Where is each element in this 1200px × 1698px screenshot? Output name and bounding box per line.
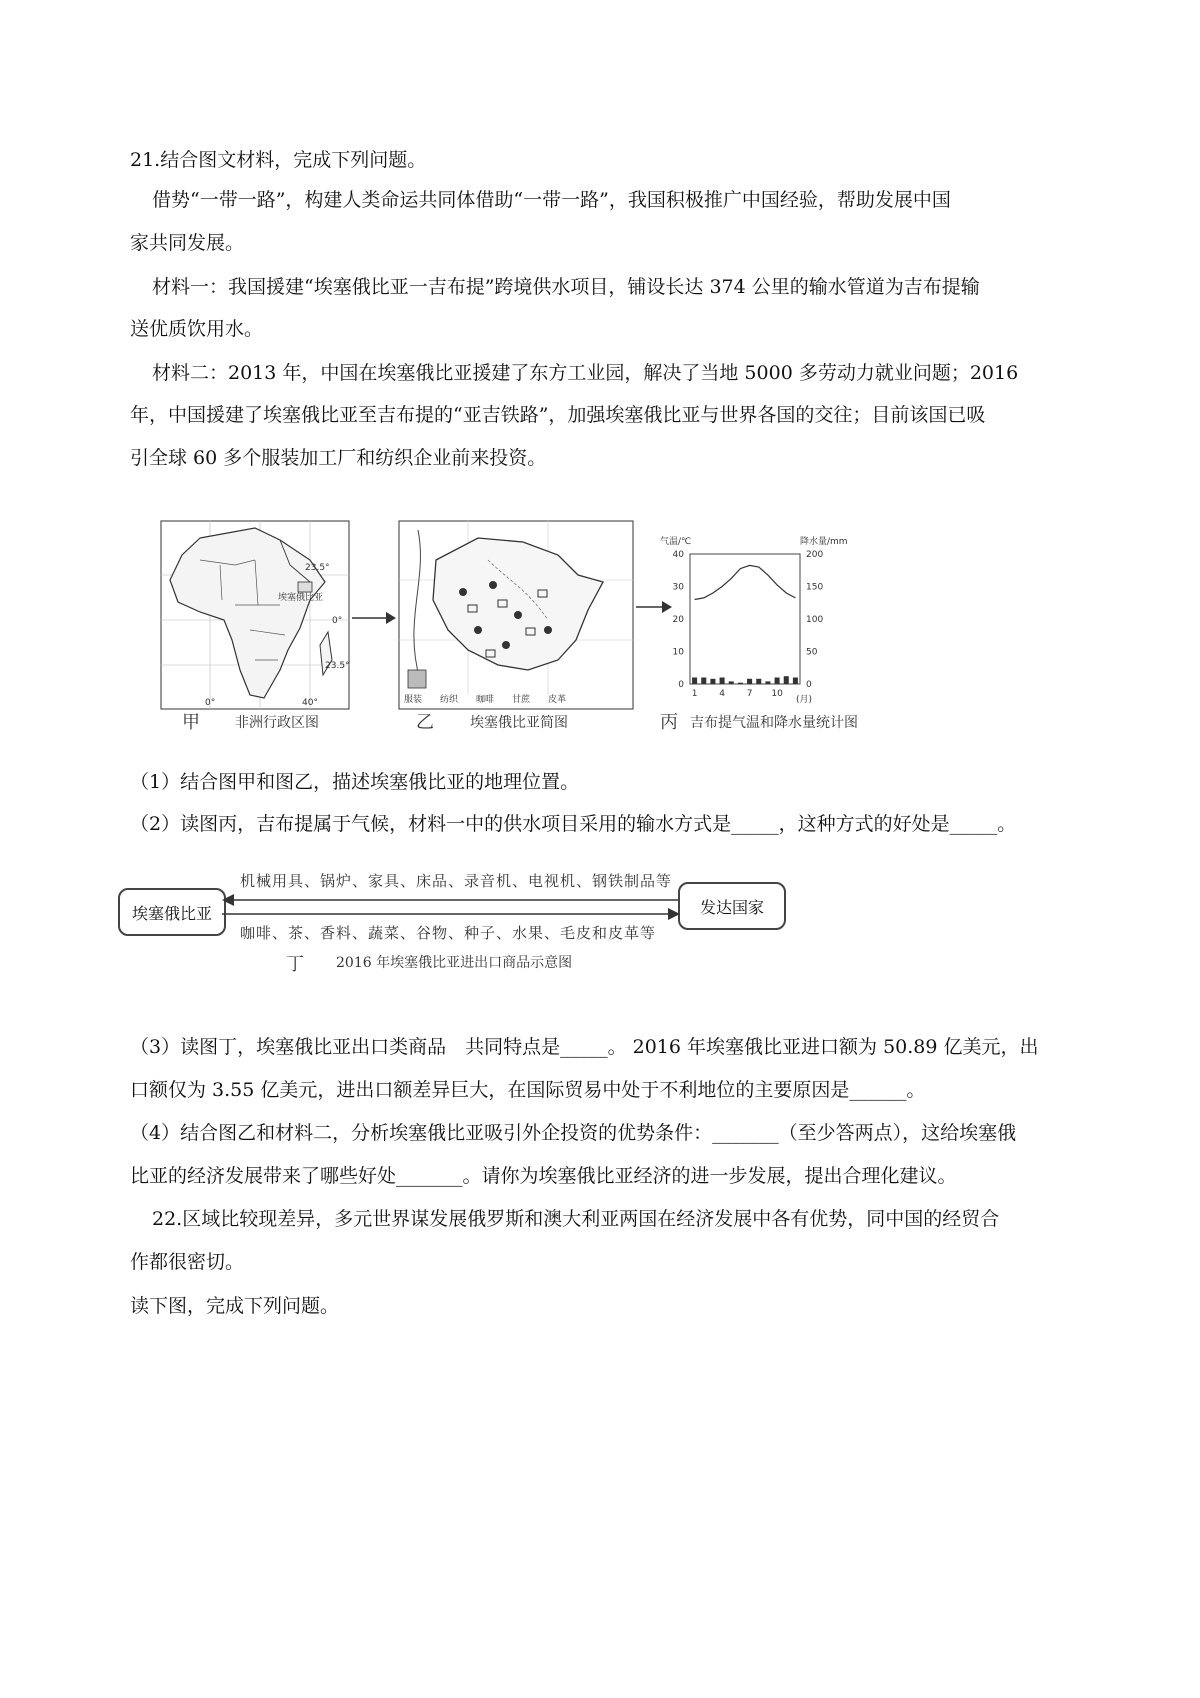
material-1-line-2: 送优质饮用水。 [130,318,264,340]
question-22-title-line-2: 作都很密切。 [130,1251,245,1273]
sub-question-3-line-2: 口额仅为 3.55 亿美元，进出口额差异巨大，在国际贸易中处于不利地位的主要原因是______。 [130,1079,926,1101]
figure-yi-letter: 乙 [416,712,434,733]
precipitation-bar [784,676,789,684]
x-tick-label: 1 [691,689,698,699]
y-right-tick-label: 0 [806,680,812,690]
ethiopia-map-svg [398,520,634,710]
precipitation-bar [747,679,752,684]
figure-ding-caption: 2016 年埃塞俄比亚进出口商品示意图 [336,955,573,971]
figure-ding-letter: 丁 [286,954,304,975]
y-left-tick-label: 30 [672,582,684,593]
precipitation-bar [793,678,798,685]
intro-line-1: 借势“一带一路”，构建人类命运共同体借助“一带一路”，我国积极推广中国经验，帮助发展中国 [152,189,951,211]
precipitation-bar [765,681,770,684]
figure-jia-caption: 非洲行政区图 [235,715,319,731]
sub-question-4-line-2: 比亚的经济发展带来了哪些好处_______。请你为埃塞俄比亚经济的进一步发展，提出合理化建议。 [130,1165,957,1187]
y-right-tick-label: 200 [806,550,824,560]
ethiopia-highlight [298,582,312,592]
sub-question-1: （1）结合图甲和图乙，描述埃塞俄比亚的地理位置。 [130,771,580,793]
question-22-title-line-1: 22.区域比较现差异，多元世界谋发展俄罗斯和澳大利亚两国在经济发展中各有优势，同中国的经贸合 [152,1208,1000,1230]
x-tick-label: 10 [771,689,783,699]
legend-item: 皮革 [548,695,567,705]
material-2-line-1: 材料二：2013 年，中国在埃塞俄比亚援建了东方工业园，解决了当地 5000 多劳动力就业问题；2016 [152,362,1019,384]
label-ethiopia: 埃塞俄比亚 [278,593,324,603]
temperature-line [695,565,796,599]
question-22-prompt: 读下图，完成下列问题。 [130,1295,340,1317]
y-right-tick-label: 100 [806,615,824,625]
imports-label: 机械用具、锅炉、家具、床品、录音机、电视机、钢铁制品等 [240,872,673,890]
sub-question-3-line-1: （3）读图丁，埃塞俄比亚出口类商品 共同特点是_____。 2016 年埃塞俄比亚进口额为 50.89 亿美元，出 [130,1036,1039,1058]
exports-label: 咖啡、茶、香料、蔬菜、谷物、种子、水果、毛皮和皮革等 [240,924,657,942]
lon-label-2: 40° [302,698,318,708]
precipitation-bar [710,679,715,684]
lat-label-2: 0° [332,616,343,626]
map-legend [404,692,566,705]
ethiopia-box: 埃塞俄比亚 [118,888,226,936]
legend-item: 咖啡 [476,695,495,705]
x-tick-label: 4 [719,689,725,699]
y-right-tick-label: 150 [806,582,824,593]
developed-countries-box: 发达国家 [678,882,786,930]
material-1-line-1: 材料一：我国援建“埃塞俄比亚一吉布提”跨境供水项目，铺设长达 374 公里的输水管道为吉布提输 [152,276,980,298]
legend-item: 甘蔗 [512,695,531,705]
climate-chart-svg [640,532,870,712]
figure-jia-letter: 甲 [182,712,200,733]
precipitation-bar [775,678,780,685]
figure-jia-africa-map [160,520,350,710]
sub-question-2: （2）读图丙，吉布提属于气候，材料一中的供水项目采用的输水方式是_____，这种方式的好处是_____。 [130,813,1017,835]
intro-line-2: 家共同发展。 [130,232,245,254]
y-left-tick-label: 10 [672,647,684,658]
y-left-axis-label: 气温/℃ [660,537,692,547]
figure-yi-ethiopia-map [398,520,634,710]
precipitation-bar [738,683,743,684]
precipitation-bar [692,678,697,685]
figure-bing-climate-chart [640,532,870,712]
arrow-jia-to-yi [352,608,396,628]
lon-label-1: 0° [205,698,216,708]
figure-ding-trade-diagram [118,868,838,974]
figure-bing-letter: 丙 [660,712,678,733]
y-right-axis-label: 降水量/mm [800,537,848,547]
question-21-title: 21.结合图文材料，完成下列问题。 [130,149,427,171]
material-2-line-2: 年，中国援建了埃塞俄比亚至吉布提的“亚吉铁路”，加强埃塞俄比亚与世界各国的交往；目前该国已吸 [130,404,986,426]
material-2-line-3: 引全球 60 多个服装加工厂和纺织企业前来投资。 [130,447,547,469]
precipitation-bar [701,678,706,685]
precipitation-bar [720,678,725,685]
y-right-tick-label: 50 [806,647,818,658]
legend-item: 纺织 [440,695,459,705]
precipitation-bar [729,681,734,684]
x-tick-label: 7 [746,689,753,699]
lat-label-1: 23.5° [305,563,330,573]
figure-bing-caption: 吉布提气温和降水量统计图 [690,715,858,731]
y-left-tick-label: 20 [672,615,684,625]
precipitation-bar [756,679,761,684]
africa-map-svg [160,520,350,710]
y-left-tick-label: 40 [672,550,684,560]
figure-yi-caption: 埃塞俄比亚简图 [470,715,568,731]
sub-question-4-line-1: （4）结合图乙和材料二，分析埃塞俄比亚吸引外企投资的优势条件：_______（至少答两点），这给埃塞俄 [130,1122,1017,1144]
lat-label-3: 23.5° [325,661,350,671]
legend-item: 服装 [404,695,423,705]
y-left-tick-label: 0 [678,680,684,690]
x-axis-unit: (月) [796,695,813,705]
